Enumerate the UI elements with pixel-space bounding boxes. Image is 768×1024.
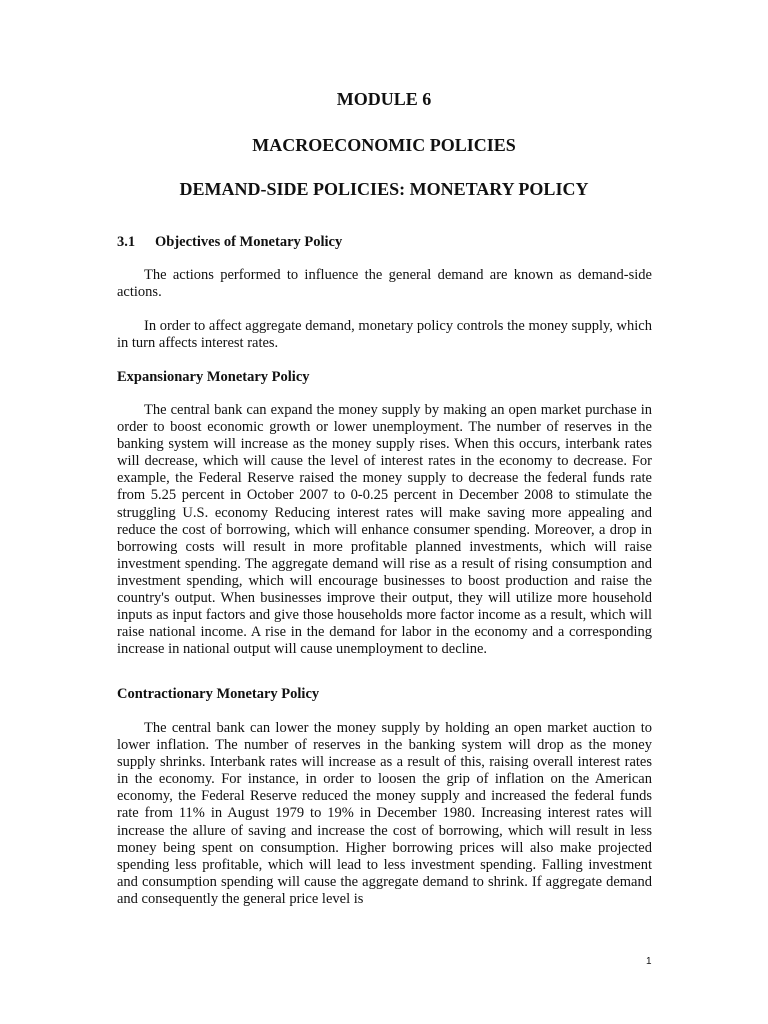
module-title: MACROECONOMIC POLICIES bbox=[252, 135, 516, 155]
section-title: Objectives of Monetary Policy bbox=[155, 234, 343, 250]
contractionary-heading: Contractionary Monetary Policy bbox=[117, 686, 320, 702]
intro-paragraph-1: The actions performed to influence the general demand are known as demand-side actions. bbox=[117, 267, 652, 301]
section-heading bbox=[117, 234, 652, 251]
module-label: MODULE 6 bbox=[336, 89, 432, 109]
intro-paragraph-2: In order to affect aggregate demand, monetary policy controls the money supply, which in turn affects interest rates. bbox=[117, 318, 652, 352]
expansionary-paragraph: The central bank can expand the money supply by making an open market purchase in order to boost economic growth or lower unemployment. The number of reserves in the banking system will increase as the money supply rises. When this occurs, interbank rates will decrease, which will cause the level of interest rates in the economy to decrease. For example, the Federal Reserve raised the money supply to decrease the federal funds rate from 5.25 percent in October 2007 to 0-0.25 percent in December 2008 to stimulate the struggling U.S. economy Reducing interest rates will make saving more appealing and reduce the cost of borrowing, which will enhance consumer spending. Moreover, a drop in borrowing costs will result in more profitable planned investments, which will raise investment spending. The aggregate demand will rise as a result of rising consumption and investment spending, which will encourage businesses to boost production and raise the country's output. When businesses improve their output, they will utilize more household inputs as input factors and give those households more factor income as a result, which will raise national income. A rise in the demand for labor in the economy and a corresponding increase in national output will cause unemployment to decline. bbox=[117, 402, 652, 658]
page-number: 1 bbox=[646, 956, 652, 967]
section-number: 3.1 bbox=[117, 234, 136, 250]
expansionary-heading: Expansionary Monetary Policy bbox=[117, 369, 310, 385]
contractionary-paragraph: The central bank can lower the money supply by holding an open market auction to lower inflation. The number of reserves in the banking system will drop as the money supply shrinks. Interbank rates will increase as a result of this, raising overall interest rates in the economy. For instance, in order to loosen the grip of inflation on the American economy, the Federal Reserve reduced the money supply and increased the federal funds rate from 11% in August 1979 to 19% in December 1980. Increasing interest rates will increase the allure of saving and increase the cost of borrowing, which will result in less money being spent on consumption. Higher borrowing prices will also make projected spending less profitable, which will lead to less investment spending. Falling investment and consumption spending will cause the aggregate demand to shrink. If aggregate demand and consequently the general price level is bbox=[117, 720, 652, 907]
chapter-title: DEMAND-SIDE POLICIES: MONETARY POLICY bbox=[179, 179, 589, 199]
